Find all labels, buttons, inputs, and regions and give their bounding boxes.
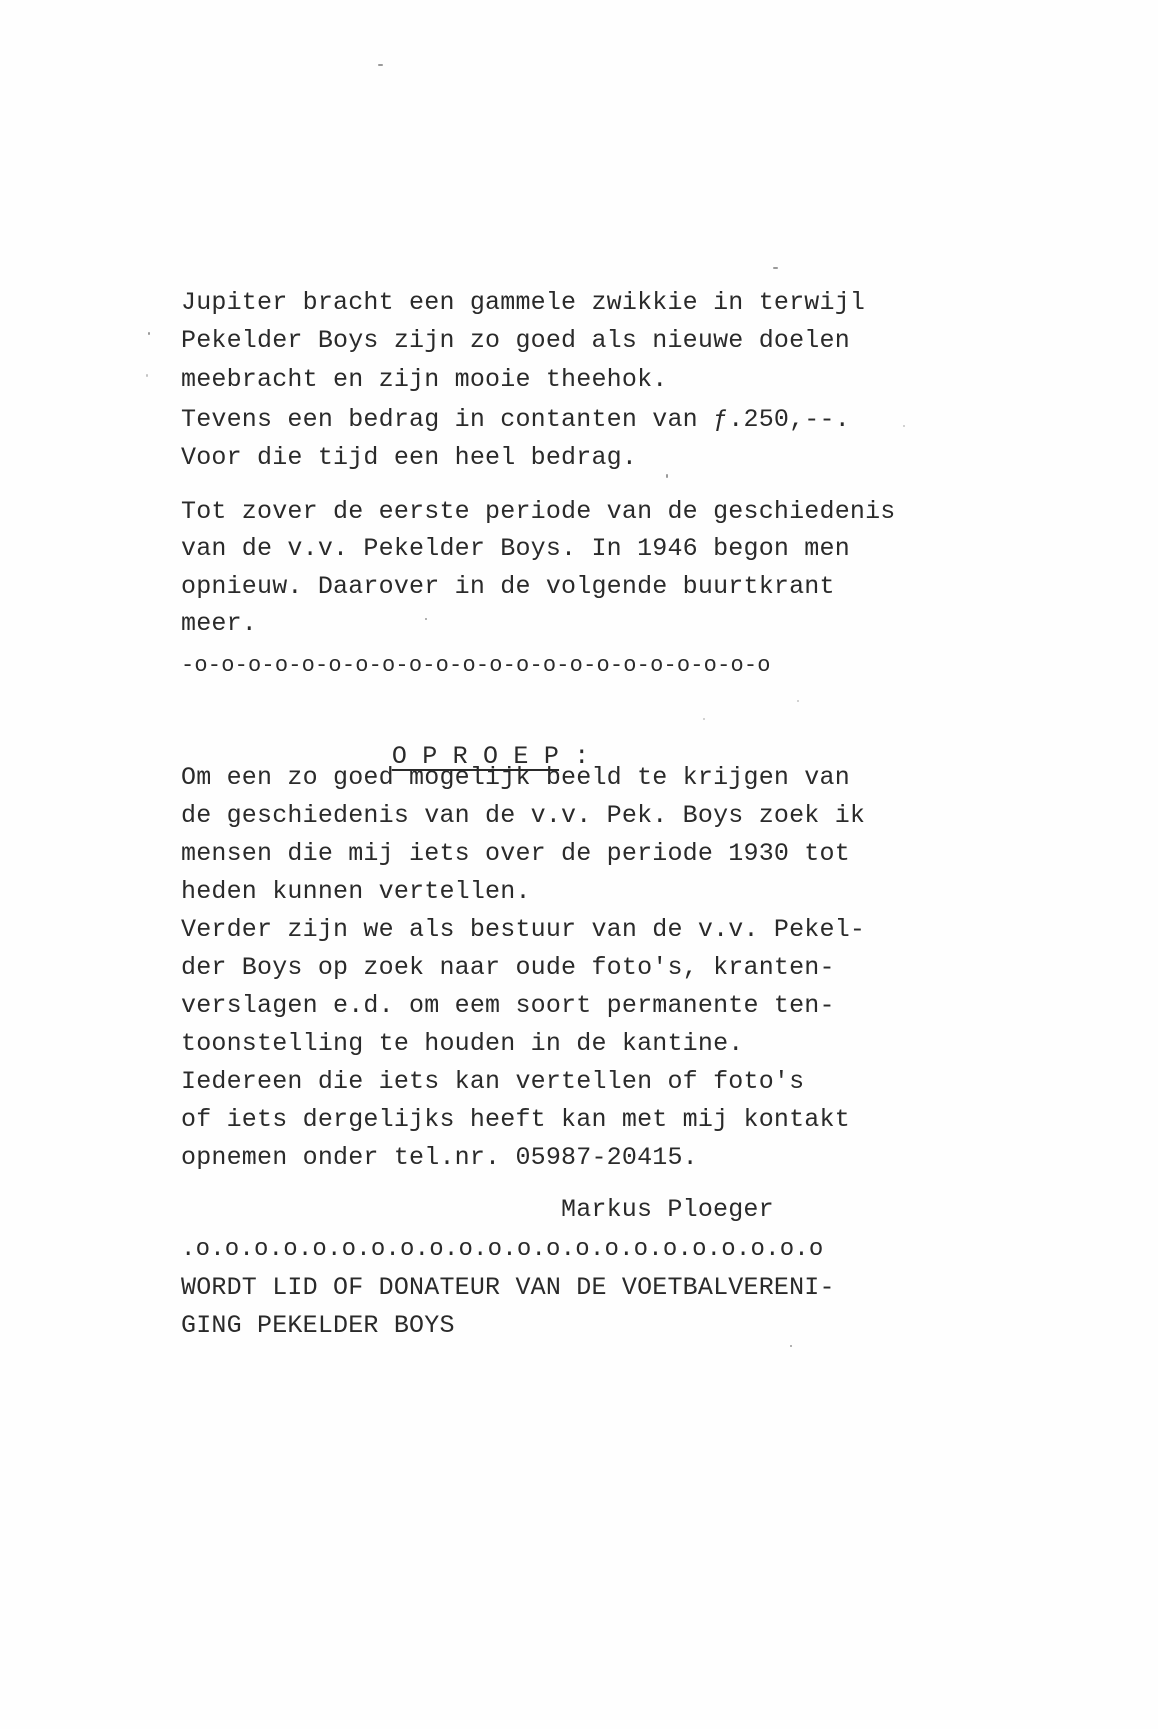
- text-line: verslagen e.d. om eem soort permanente ten-: [181, 991, 835, 1020]
- text-line: der Boys op zoek naar oude foto's, kranten-: [181, 953, 835, 982]
- footer-line: WORDT LID OF DONATEUR VAN DE VOETBALVERENI-: [181, 1273, 835, 1302]
- text-line: of iets dergelijks heeft kan met mij kontakt: [181, 1105, 850, 1134]
- text-line: mensen die mij iets over de periode 1930 tot: [181, 839, 850, 868]
- scan-speck: [903, 425, 905, 427]
- text-line: Jupiter bracht een gammele zwikkie in terwijl: [181, 288, 866, 317]
- scan-speck: [425, 618, 427, 620]
- text-line: opnemen onder tel.nr. 05987-20415.: [181, 1143, 698, 1172]
- text-line: Voor die tijd een heel bedrag.: [181, 443, 638, 472]
- scan-speck: [703, 718, 705, 720]
- text-line: Pekelder Boys zijn zo goed als nieuwe doelen: [181, 326, 850, 355]
- scan-speck: [666, 474, 668, 478]
- text-line: Verder zijn we als bestuur van de v.v. Pekel-: [181, 915, 866, 944]
- text-line: Iedereen die iets kan vertellen of foto's: [181, 1067, 805, 1096]
- footer-line: GING PEKELDER BOYS: [181, 1311, 455, 1340]
- scan-speck: [790, 1345, 792, 1347]
- text-line: heden kunnen vertellen.: [181, 877, 531, 906]
- text-line: Tot zover de eerste periode van de geschiedenis: [181, 497, 896, 526]
- text-line: meer.: [181, 609, 258, 638]
- text-line: Tevens een bedrag in contanten van ƒ.250,--.: [181, 405, 850, 434]
- scan-speck: [797, 700, 799, 702]
- heading-colon: :: [559, 742, 590, 771]
- text-line: toonstelling te houden in de kantine.: [181, 1029, 744, 1058]
- scan-speck: [378, 64, 383, 66]
- scan-speck: [146, 374, 148, 377]
- text-line: van de v.v. Pekelder Boys. In 1946 begon men: [181, 534, 850, 563]
- heading-text: O P R O E P: [391, 742, 560, 771]
- scan-speck: [773, 267, 778, 269]
- signature: Markus Ploeger: [561, 1195, 774, 1224]
- dash-o-separator: -o-o-o-o-o-o-o-o-o-o-o-o-o-o-o-o-o-o-o-o-o-o: [181, 653, 771, 678]
- text-line: de geschiedenis van de v.v. Pek. Boys zoek ik: [181, 801, 866, 830]
- text-line: opnieuw. Daarover in de volgende buurtkrant: [181, 572, 835, 601]
- scan-speck: [148, 332, 150, 335]
- text-line: Om een zo goed mogelijk beeld te krijgen van: [181, 763, 850, 792]
- dot-o-separator: .o.o.o.o.o.o.o.o.o.o.o.o.o.o.o.o.o.o.o.o.o.o: [181, 1236, 824, 1263]
- text-line: meebracht en zijn mooie theehok.: [181, 365, 668, 394]
